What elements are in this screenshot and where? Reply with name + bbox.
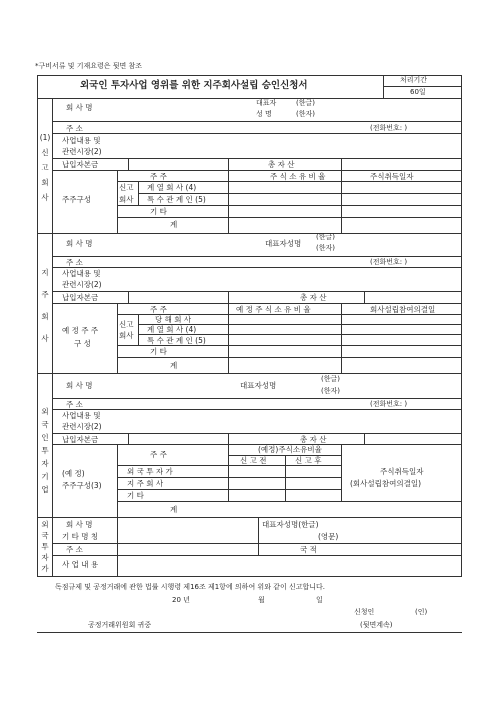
s3-bottom	[37, 517, 462, 518]
form-title: 외국인 투자사업 영위를 위한 지주회사설립 승인신청서	[80, 80, 308, 91]
s3-before: 신 고 전	[240, 456, 267, 465]
s1-company-name-label: 회 사 명	[66, 103, 93, 112]
s3-row-line-3	[52, 433, 461, 434]
s3-business-b: 관련시장(2)	[62, 422, 102, 431]
s1-address-label: 주 소	[66, 124, 83, 133]
s1-group-b: 회사	[119, 195, 134, 204]
recipient: 공정거래위원회 귀중	[88, 621, 152, 629]
s1-rep-label-b: 성 명	[256, 110, 272, 118]
s3-investor-head: 주 주	[150, 450, 167, 459]
s4-english: (영문)	[318, 532, 339, 541]
s3-col-b	[341, 444, 342, 502]
applicant-label: 신청인	[354, 608, 375, 616]
s2-etc: 기 타	[150, 347, 167, 356]
s3-hanja: (한자)	[321, 387, 340, 395]
s1-struct-col	[117, 170, 118, 233]
s2-assets-label: 총 자 산	[300, 293, 327, 302]
s2-group-col	[138, 314, 139, 345]
s1-bottom	[37, 233, 462, 234]
s1-row-line-7	[117, 205, 461, 206]
applicant-seal: (인)	[415, 608, 428, 616]
s4-address-label: 주 소	[66, 545, 83, 554]
s2-group-b: 회사	[119, 331, 134, 340]
title-bottom-border	[37, 98, 462, 99]
s1-phone: (전화번호: )	[370, 124, 408, 132]
s1-assets-col-a	[228, 158, 229, 170]
s3-company-name-label: 회 사 명	[66, 381, 93, 390]
s1-structure-label: 주주구성	[62, 195, 91, 204]
s3-assets-col-a	[228, 433, 229, 444]
s1-col-b	[341, 170, 342, 233]
s3-after: 신 고 후	[295, 456, 322, 465]
s2-row-line-8	[117, 345, 461, 346]
s2-special: 특 수 관 계 인 (5)	[147, 336, 206, 345]
s3-business-a: 사업내용 및	[62, 411, 101, 420]
s2-korean: (한글)	[316, 233, 335, 241]
s2-row-line-9	[117, 357, 461, 358]
s3-address-label: 주 소	[66, 400, 83, 409]
s2-row-line-7	[138, 334, 461, 335]
s2-applicant: 당 해 회 사	[155, 315, 192, 324]
s3-etc: 기 타	[127, 491, 144, 500]
s3-side-border	[52, 373, 53, 517]
s1-row-line-4	[52, 170, 461, 171]
s1-ratio-head: 주 식 소 유 비 율	[270, 172, 326, 181]
s2-row-line-3	[52, 291, 461, 292]
s3-assets-label: 총 자 산	[300, 435, 327, 444]
s4-row-line-2	[52, 555, 461, 556]
s1-total: 계	[170, 220, 178, 229]
s2-assets-col-a	[228, 291, 229, 303]
s1-etc: 기 타	[150, 207, 167, 216]
s3-structure-b: 주주구성(3)	[62, 481, 102, 490]
s1-date-head: 주식취득일자	[370, 172, 414, 181]
s2-row-line-2	[52, 267, 461, 268]
s3-capital-label: 납입자본금	[62, 435, 99, 444]
s1-assets-label: 총 자 산	[268, 160, 295, 169]
s3-row-line-8	[117, 501, 461, 502]
s2-assets-col-b	[364, 291, 365, 303]
s2-side-label: 지주회사	[41, 268, 49, 343]
s1-col-a	[228, 170, 229, 233]
s1-row-line-6	[138, 193, 461, 194]
declaration: 독점규제 및 공정거래에 관한 법률 시행령 제16조 제1항에 의하여 위와 같이 신고합니다.	[55, 583, 325, 591]
s3-capital-col	[128, 433, 129, 444]
s3-row-line-5	[117, 465, 341, 466]
s1-business-b: 관련시장(2)	[62, 147, 102, 156]
s3-ratio-mid	[285, 455, 286, 502]
s2-company-name-label: 회 사 명	[66, 239, 93, 248]
s1-hanja: (한자)	[296, 110, 315, 118]
s1-side-label: (1)신고회사	[39, 133, 51, 202]
s3-struct-col	[117, 444, 118, 517]
s1-rep-label-a: 대표자	[256, 99, 277, 107]
s1-row-line-3	[52, 158, 461, 159]
page-bottom-line	[37, 632, 462, 633]
date-month: 월	[258, 596, 265, 604]
processing-value: 60일	[410, 88, 426, 96]
title-top-border	[37, 75, 462, 76]
processing-divider	[383, 75, 384, 99]
s3-korean: (한글)	[321, 375, 340, 383]
s1-group-a: 신고	[119, 183, 134, 192]
s3-assets-col-b	[364, 433, 365, 444]
s2-capital-label: 납입자본금	[62, 293, 99, 302]
s4-label-col	[117, 517, 118, 576]
s3-row-line-6	[117, 477, 341, 478]
s1-investor-head: 주 주	[150, 172, 167, 181]
s4-other-name-label: 기 타 명 칭	[62, 532, 99, 541]
s1-capital-label: 납입자본금	[62, 160, 99, 169]
s2-ratio-head: 예 정 주 식 소 유 비 율	[236, 305, 311, 314]
s2-structure-b: 구 성	[74, 339, 91, 348]
date-year: 20 년	[172, 596, 190, 604]
s2-row-line-1	[52, 256, 461, 257]
form-left-border	[37, 75, 38, 576]
s3-rep-label: 대표자성명	[240, 381, 277, 390]
s4-nationality-label: 국 적	[300, 545, 317, 554]
top-note: *구비서류 및 기재요령은 뒷면 참조	[35, 62, 143, 70]
s1-assets-col-b	[341, 158, 342, 170]
s3-date-head: 주식취득일자	[380, 467, 424, 476]
s4-rep-label: 대표자성명(한글)	[262, 520, 319, 529]
s1-special: 특 수 관 계 인 (5)	[147, 195, 206, 204]
s3-row-line-7	[117, 489, 341, 490]
s2-address-label: 주 소	[66, 258, 83, 267]
s3-side-label: 외국인투자기업	[41, 407, 49, 494]
date-day: 일	[316, 596, 323, 604]
s1-side-border	[52, 98, 53, 233]
s4-bottom	[37, 576, 462, 577]
s2-participation-head: 회사설립참여의결일	[370, 305, 436, 314]
s1-affiliate: 계 열 회 사 (4)	[147, 183, 197, 192]
s2-hanja: (한자)	[316, 244, 335, 252]
s2-group-a: 신고	[119, 320, 134, 329]
s3-foreign-investor: 외 국 투 자 가	[127, 467, 173, 476]
s1-capital-col	[128, 158, 129, 170]
s4-side-border	[52, 517, 53, 576]
s3-holding: 지 주 회 사	[127, 479, 164, 488]
s2-row-line-4	[52, 303, 461, 304]
s3-ratio-head: (예정)주식소유비율	[258, 445, 322, 454]
s4-mid-col	[258, 517, 259, 555]
s1-korean: (한글)	[296, 99, 315, 107]
s1-row-line-5	[117, 181, 461, 182]
form-right-border	[461, 75, 462, 576]
s2-business-b: 관련시장(2)	[62, 280, 102, 289]
s3-participation-head: (회사설립참여의결일)	[350, 479, 422, 488]
s2-rep-label: 대표자성명	[265, 239, 302, 248]
s3-phone: (전화번호: )	[370, 400, 408, 408]
s3-col-a	[228, 444, 229, 502]
s3-total: 계	[170, 505, 178, 514]
s2-capital-col	[128, 291, 129, 303]
s3-row-line-1	[52, 398, 461, 399]
s2-bottom	[37, 373, 462, 374]
s2-investor-head: 주 주	[150, 305, 167, 314]
s2-structure-a: 예 정 주 주	[62, 326, 99, 335]
s4-side-label: 외국투자가	[41, 520, 49, 573]
processing-split	[383, 86, 461, 87]
processing-label: 처리기간	[400, 76, 428, 84]
s1-business-a: 사업내용 및	[62, 136, 101, 145]
reverse-note: (뒷면계속)	[360, 621, 393, 629]
s4-company-name-label: 회 사 명	[66, 520, 93, 529]
s4-row-line-1	[52, 543, 461, 544]
s3-structure-a: (예 정)	[62, 469, 85, 478]
s4-business-label: 사 업 내 용	[62, 560, 99, 569]
s2-total: 계	[170, 361, 178, 370]
s1-row-line-8	[117, 217, 461, 218]
s2-business-a: 사업내용 및	[62, 269, 101, 278]
s2-affiliate: 계 열 회 사 (4)	[147, 325, 197, 334]
s2-phone: (전화번호: )	[370, 258, 408, 266]
s3-row-line-2	[52, 409, 461, 410]
s1-row-line-1	[52, 121, 461, 122]
s3-row-line-4	[52, 444, 461, 445]
s1-row-line-2	[52, 133, 461, 134]
